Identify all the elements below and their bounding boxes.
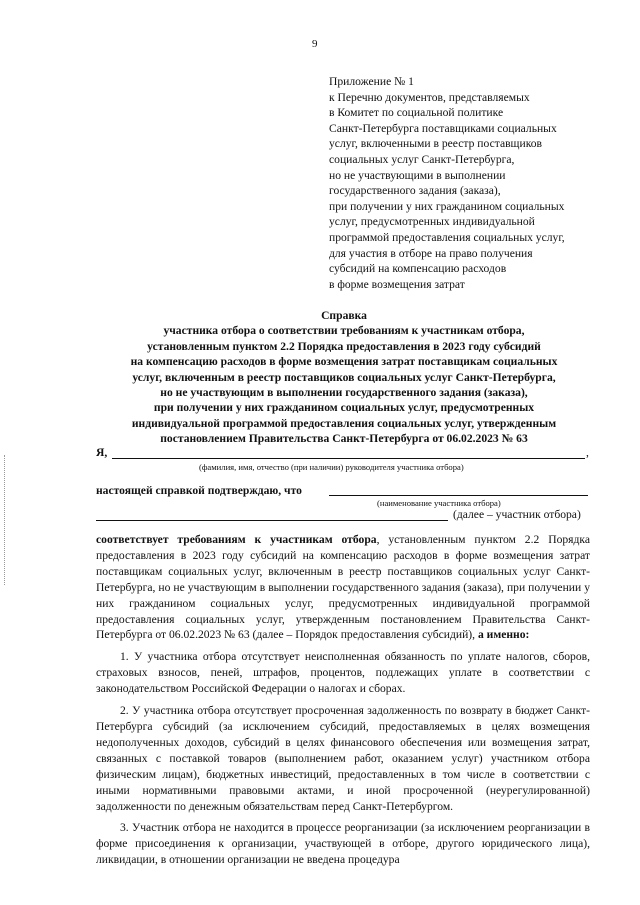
annex-line: государственного задания (заказа),	[329, 184, 501, 198]
page-number: 9	[312, 38, 318, 50]
confirm-label: настоящей справкой подтверждаю, что	[96, 484, 302, 497]
title-line: установленным пунктом 2.2 Порядка предоставления в 2023 году субсидий	[147, 339, 541, 353]
title-line: но не участвующим в выполнении государственного задания (заказа),	[160, 386, 528, 400]
annex-line: к Перечню документов, представляемых	[329, 90, 530, 104]
ya-label: Я,	[96, 446, 108, 459]
title-line: индивидуальной программой предоставления социальных услуг, утвержденным	[131, 416, 557, 430]
intro-paragraph	[96, 532, 590, 643]
annex-line: в Комитет по социальной политике	[329, 106, 504, 120]
document-title	[96, 308, 592, 447]
fio-caption: (фамилия, имя, отчество (при наличии) руководителя участника отбора)	[199, 462, 464, 472]
scan-margin-mark	[4, 455, 6, 585]
annex-line: услуг, включенными в реестр поставщиков	[329, 137, 543, 151]
item-2: 2. У участника отбора отсутствует просроченная задолженность по возврату в бюджет Санкт-Петербурга субсидий (за исключением субсидий, предоставляемых в целях возмещения недополученных доходов, субсидий в целях финансового обеспечения или возмещения затрат, связанных с поставкой товаров (выполнением работ, оказанием услуг) участником отбора физическим лицам), бюджетных инвестиций, предоставленных в том числе в соответствии с иными нормативными правовыми актами, и иной просроченной (неурегулированной) задолженности по денежным обязательствам перед Санкт-Петербургом.	[96, 704, 590, 813]
title-line: постановлением Правительства Санкт-Петербурга от 06.02.2023 № 63	[160, 432, 528, 446]
annex-line: при получении у них гражданином социальных	[329, 199, 565, 213]
annex-block	[329, 74, 599, 292]
annex-line: в форме возмещения затрат	[329, 277, 465, 291]
title-line: на компенсацию расходов в форме возмещения затрат поставщикам социальных	[130, 355, 558, 369]
annex-line: для участия в отборе на право получения	[329, 246, 533, 260]
annex-line: социальных услуг Санкт-Петербурга,	[329, 152, 515, 166]
intro-tail: а именно:	[477, 628, 530, 642]
ya-end-comma: ,	[586, 446, 589, 459]
intro-text: , установленным пунктом 2.2 Порядка предоставления в 2023 году субсидий на компенсацию расходов в форме возмещения затрат поставщикам социальных услуг, включенным в реестр поставщиков социальных услуг Санкт-Петербурга, но не участвующим в выполнении государственного задания (заказа), при получении у них гражданином социальных услуг, предусмотренных индивидуальной программой предоставления социальных услуг, утвержденным постановлением Правительства Санкт-Петербурга от 06.02.2023 № 63 (далее – Порядок предоставления субсидий),	[96, 533, 590, 642]
further-label: (далее – участник отбора)	[453, 508, 581, 521]
body-text	[96, 532, 590, 869]
annex-line: субсидий на компенсацию расходов	[329, 262, 507, 276]
org-fill-line	[329, 495, 588, 496]
annex-line: услуг, предусмотренных индивидуальной	[329, 215, 535, 229]
annex-line: но не участвующими в выполнении	[329, 168, 506, 182]
annex-line: Приложение № 1	[329, 75, 414, 88]
title-heading: Справка	[321, 309, 367, 322]
item-1: 1. У участника отбора отсутствует неисполненная обязанность по уплате налогов, сборов, страховых взносов, пеней, штрафов, процентов, подлежащих уплате в соответствии с законодательством Российской Федерации о налогах и сборах.	[96, 650, 590, 696]
intro-bold: соответствует требованиям к участникам отбора	[96, 533, 377, 546]
annex-line: Санкт-Петербурга поставщиками социальных	[329, 121, 557, 135]
title-line: участника отбора о соответствии требованиям к участникам отбора,	[163, 324, 525, 338]
org-fill-line-2	[96, 520, 448, 521]
title-line: услуг, включенным в реестр поставщиков социальных услуг Санкт-Петербурга,	[132, 370, 556, 384]
fio-fill-line	[112, 458, 585, 459]
org-caption: (наименование участника отбора)	[377, 498, 501, 508]
annex-line: программой предоставления социальных услуг,	[329, 230, 565, 244]
title-line: при получении у них гражданином социальных услуг, предусмотренных	[153, 401, 535, 415]
item-3: 3. Участник отбора не находится в процессе реорганизации (за исключением реорганизации в форме присоединения к организации, участвующей в отборе, другого юридического лица), ликвидации, в отношении организации не введена процедура	[96, 821, 590, 867]
